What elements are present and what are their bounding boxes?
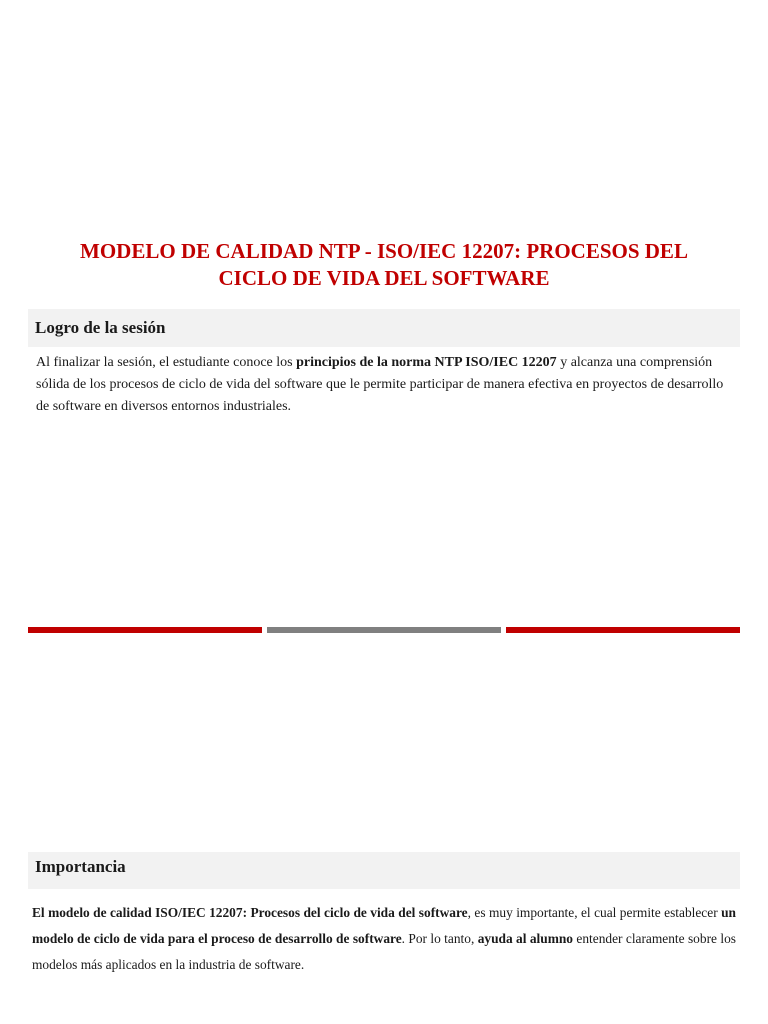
divider-segment-red-left: [28, 627, 262, 633]
page-title-line-1: MODELO DE CALIDAD NTP - ISO/IEC 12207: PROCESOS DEL: [80, 239, 688, 263]
page-title-line-2: CICLO DE VIDA DEL SOFTWARE: [218, 266, 550, 290]
divider-segment-red-right: [506, 627, 740, 633]
logro-paragraph: [36, 352, 730, 418]
section-heading-logro: Logro de la sesión: [28, 309, 740, 347]
importancia-text-3: entender claramente sobre los modelos más aplicados en la industria de software.: [32, 931, 736, 972]
page-title: [28, 238, 740, 292]
importancia-text-2: . Por lo tanto,: [401, 931, 478, 946]
importancia-bold-3: ayuda al alumno: [477, 931, 574, 946]
importancia-paragraph: [32, 900, 736, 978]
logro-bold-1: principios de la norma NTP ISO/IEC 12207: [296, 355, 557, 370]
importancia-bold-1: El modelo de calidad ISO/IEC 12207: Procesos del ciclo de vida del software: [32, 905, 468, 920]
importancia-bold-2: un modelo de ciclo de vida para el proceso de desarrollo de software: [32, 905, 736, 946]
divider-segment-gray-center: [267, 627, 501, 633]
logro-text-1: Al finalizar la sesión, el estudiante conoce los: [36, 355, 297, 370]
logro-text-2: y alcanza una comprensión sólida de los procesos de ciclo de vida del software que le permite participar de manera efectiva en proyectos de desarrollo de software en diversos entornos industriales.: [36, 355, 724, 414]
section-heading-importancia: Importancia: [28, 852, 740, 889]
importancia-text-1: , es muy importante, el cual permite establecer: [467, 905, 722, 920]
